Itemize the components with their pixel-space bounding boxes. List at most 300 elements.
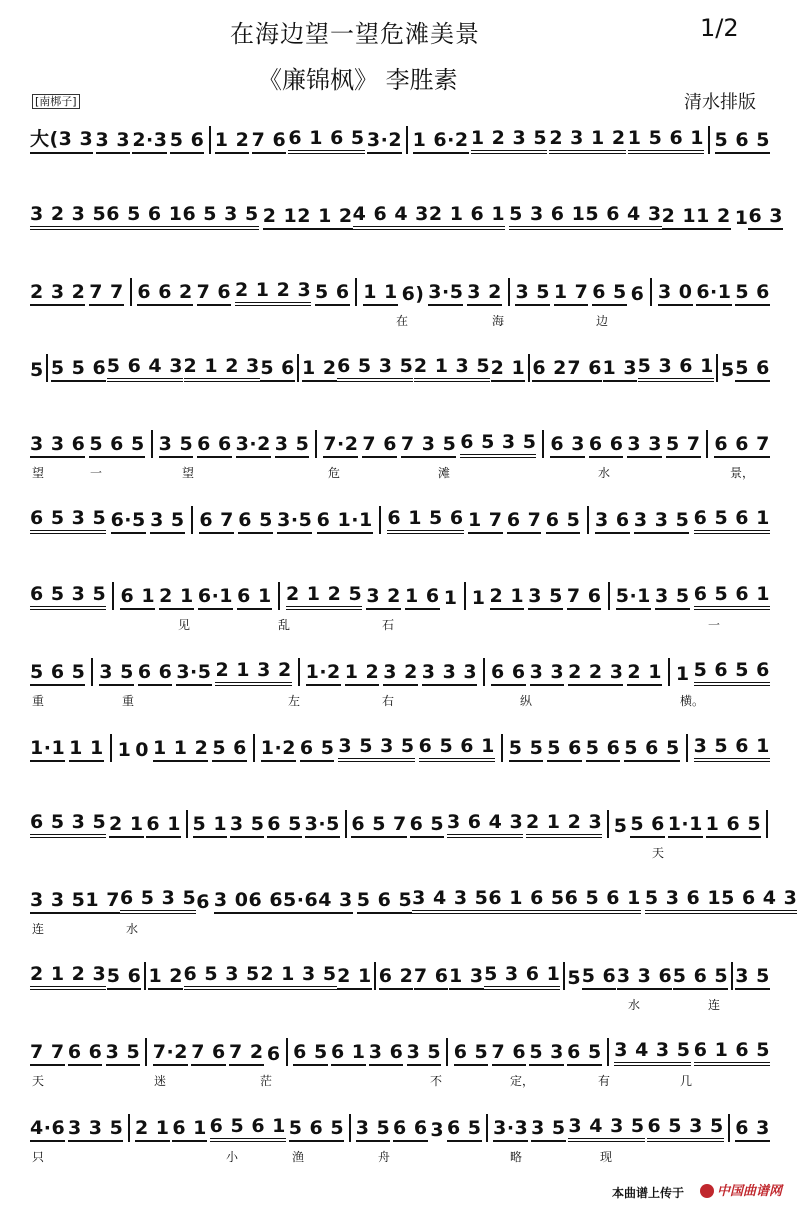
score-row [30,348,770,418]
bar-line [668,658,670,686]
note-group: 3 3 [627,433,662,458]
note-group: 3 5 [99,661,134,686]
note-group: 7 7 [30,1041,65,1066]
note-group: 7 6 [492,1041,527,1066]
note-group: 2 1 3 5 [414,355,490,382]
bar-line [298,658,300,686]
note-group: 6 5 3 5 [30,507,106,534]
note-group: 6 5 [454,1041,489,1066]
bar-line [46,354,48,382]
upload-note: 本曲谱上传于 [612,1186,685,1200]
note-group: 3 5 [531,1117,566,1142]
note-group: 5 5 6 [51,357,106,382]
note-group: 3 3 3 [422,661,477,686]
note-group: 6 5 [592,281,627,306]
note-group: 3 5 6 1 [694,735,770,762]
lyric-char: 右 [382,694,395,708]
note-group: 3 2 [383,661,418,686]
note-group: 7 3 5 [401,433,456,458]
notes-line [30,576,770,610]
note-group: 2 1 [490,585,525,610]
note-group: 5 [613,815,628,837]
note-group: 6 5 6 1 [694,583,770,610]
note-group: 1 6·2 [413,129,469,154]
note-group: 6 5 [238,509,273,534]
notes-line [30,272,770,306]
note-group: 1 7 [468,509,503,534]
note-group: 4 3 [318,889,353,914]
logo-text: 中国曲谱网 [717,1184,783,1199]
note-group: 6 6 7 [714,433,769,458]
note-group: 6 5 [300,737,335,762]
note-group: 3 [430,1119,445,1141]
lyric-char: 小 [226,1150,239,1164]
bar-line [706,430,708,458]
bar-line [209,126,211,154]
note-group: 6 6 [197,433,232,458]
note-group: 6 5 3 5 [647,1115,723,1142]
song-title: 在海边望一望危滩美景 [230,20,480,48]
notes-line [30,120,770,154]
note-group: 6 5 3 5 [120,887,196,914]
note-group: 6 3 [748,205,783,230]
lyrics-line [30,160,770,178]
note-group: 6·5 [111,509,146,534]
note-group: 7·2 [153,1041,188,1066]
bar-line [607,1038,609,1066]
note-group: 2 1 [135,1117,170,1142]
note-group: 1 3 [449,965,484,990]
typeset-credit: 清水排版 [684,92,756,113]
note-group: 6 6 [393,1117,428,1142]
note-group: 1 2 [148,965,183,990]
lyric-char: 重 [32,694,45,708]
note-group: 2 3 2 [30,281,85,306]
lyric-char: 左 [288,694,301,708]
lyric-char: 石 [382,618,395,632]
bar-line [446,1038,448,1066]
note-group: 5 6 [170,129,205,154]
lyrics-line [30,236,770,254]
score-row [30,500,770,570]
bar-line [528,354,530,382]
lyric-char: 略 [510,1150,523,1164]
note-group: 6·1 [696,281,731,306]
lyrics-line [30,768,770,786]
lyric-char: 现 [600,1150,613,1164]
lyric-char: 天 [32,1074,45,1088]
lyric-char: 纵 [520,694,533,708]
note-group: 4 6 4 3 [353,203,429,230]
notes-line [30,652,770,686]
note-group: 1 [675,663,690,685]
note-group: 5 [30,359,44,381]
lyrics-line [30,920,770,938]
lyric-char: 望 [182,466,195,480]
note-group: 5 6 5 [289,1117,344,1142]
note-group: 6 6 [491,661,526,686]
note-group: 7 7 [89,281,124,306]
note-group: 6 [266,1043,281,1065]
note-group: 6 6 [589,433,624,458]
note-group: 7 2 [229,1041,264,1066]
note-group: 1·1 [668,813,703,838]
bar-line [253,734,255,762]
note-group: 3·5 [277,509,312,534]
note-group: 6 5 3 5 [184,963,260,990]
note-group: 3 5 [655,585,690,610]
lyrics-line [30,464,770,482]
lyric-char: 迷 [154,1074,167,1088]
lyric-char: 连 [708,998,721,1012]
lyric-char: 水 [126,922,139,936]
note-group: 1 3 [603,357,638,382]
note-group: 3 0 [658,281,693,306]
note-group: 5 6 5 [715,129,770,154]
note-group: 2 1 2 3 [184,355,260,382]
lyric-char: 水 [598,466,611,480]
bar-line [406,126,408,154]
lyrics-line [30,388,770,406]
note-group: 5 6 4 3 [107,355,183,382]
note-group: 7 6 [567,585,602,610]
notes-line [30,500,770,534]
note-group: 3·5 [428,281,463,306]
note-group: 5 [720,359,735,381]
note-group: 3 3 [530,661,565,686]
note-group: 6 3 [735,1117,770,1142]
note-group: 7 6 [567,357,602,382]
bar-line [766,810,768,838]
note-group: 0 [135,739,150,761]
lyric-char: 滩 [438,466,451,480]
tune-tag: [南梆子] [32,94,80,109]
bar-line [110,734,112,762]
note-group: 2 1 [662,205,697,230]
note-group: 2 1 [109,813,144,838]
note-group: 1 1 2 [153,737,208,762]
note-group: 4·6 [30,1117,65,1142]
bar-line [379,506,381,534]
notes-line [30,880,798,914]
note-group: 5 5 [509,737,544,762]
score-row [30,120,770,190]
note-group: 5 3 6 1 [509,203,585,230]
bar-line [112,582,114,610]
lyric-char: 几 [680,1074,693,1088]
bar-line [508,278,510,306]
lyrics-line [30,844,770,862]
notes-line [30,196,784,230]
bar-line [355,278,357,306]
lyrics-line [30,616,770,634]
note-group: 1·2 [306,661,341,686]
note-group: 2 1 2 5 [286,583,362,610]
note-group: 6 6 [138,661,173,686]
note-group: 6 [630,283,645,305]
note-group: 5 3 [529,1041,564,1066]
note-group: 5 6 5 [30,661,85,686]
note-group: 5 6 4 3 [585,203,661,230]
note-group: 6 1 [331,1041,366,1066]
bar-line [315,430,317,458]
lyric-char: 望 [32,466,45,480]
note-group: 2 1 2 3 [526,811,602,838]
note-group: 1 [443,587,458,609]
lyrics-line [30,692,770,710]
note-group: 2 1 [263,205,298,230]
note-group: 1 [734,207,749,229]
note-group: 3 5 [106,1041,141,1066]
note-group: 5 6 [212,737,247,762]
page-number: 1/2 [700,14,739,42]
note-group: 5 6 [735,281,770,306]
note-group: 7 6 [191,1041,226,1066]
note-group: 3 3 5 [30,889,85,914]
note-group: 6 1 [146,813,181,838]
note-group: 6 [196,891,210,913]
note-group: 2 1 2 3 [30,963,106,990]
note-group: 5 [567,967,582,989]
note-group: 1·2 [261,737,296,762]
note-group: 1 6 [405,585,440,610]
note-group: 2 1 [159,585,194,610]
note-group: 6 5 3 5 [337,355,413,382]
bar-line [464,582,466,610]
score-row [30,576,770,646]
lyric-char: 危 [328,466,341,480]
lyric-char: 茫 [260,1074,273,1088]
note-group: 7 6 [252,129,287,154]
note-group: 3 5 [159,433,194,458]
bar-line [708,126,710,154]
note-group: 5 6 5 [89,433,144,458]
note-group: 5 6 5 6 [694,659,770,686]
note-group: 6 7 [199,509,234,534]
note-group: 5 1 [193,813,228,838]
note-group: 3 3 6 [30,433,85,458]
note-group: 5 6 [260,357,295,382]
bar-line [191,506,193,534]
lyrics-line [30,1148,770,1166]
note-group: 6 1 5 6 [387,507,463,534]
note-group: 5 3 6 1 [484,963,560,990]
bar-line [686,734,688,762]
note-group: 1 2 [696,205,731,230]
bar-line [483,658,485,686]
lyric-char: 边 [596,314,609,328]
note-group: 2 1 6 1 [429,203,505,230]
note-group: 5 6 [315,281,350,306]
note-group: 1 2 3 5 [471,127,547,154]
bar-line [607,810,609,838]
note-group: 2 3 1 2 [549,127,625,154]
score-row [30,272,770,342]
notes-line [30,804,770,838]
note-group: 3 2 3 5 [30,203,106,230]
note-group: 3 4 3 5 [568,1115,644,1142]
bar-line [501,734,503,762]
note-group: 2 1 2 [297,205,352,230]
note-group: 6 5 7 [351,813,406,838]
bar-line [130,278,132,306]
note-group: 2·3 [132,129,167,154]
bar-line [650,278,652,306]
note-group: 3 5 [150,509,185,534]
lyric-char: 乱 [278,618,291,632]
note-group: 1 2 [345,661,380,686]
bar-line [374,962,376,990]
note-group: 7·2 [323,433,358,458]
note-group: 6) [401,283,425,305]
note-group: 3·5 [305,813,340,838]
notes-line [30,1108,770,1142]
lyric-char: 只 [32,1150,45,1164]
note-group: 6 5 [293,1041,328,1066]
note-group: 6 5 [410,813,445,838]
bar-line [145,1038,147,1066]
note-group: 3 5 [515,281,550,306]
note-group: 6 5 6 1 [419,735,495,762]
note-group: 6 6 [68,1041,103,1066]
note-group: 5 6 5 [624,737,679,762]
note-group: 3 5 [407,1041,442,1066]
subtitle: 《廉锦枫》 李胜素 [258,66,458,94]
note-group: 6 7 [507,509,542,534]
note-group: 6 5 3 5 [460,431,536,458]
note-group: 2 1 [627,661,662,686]
note-group: 6 1 6 5 [288,127,364,154]
note-group: 6 1·1 [317,509,373,534]
lyric-char: 一 [90,466,103,480]
bar-line [144,962,146,990]
note-group: 3·3 [493,1117,528,1142]
note-group: 3 4 3 5 [614,1039,690,1066]
note-group: 6 1 [120,585,155,610]
note-group: 5 6 4 3 [721,887,797,914]
note-group: 2 1 2 3 [235,279,311,306]
note-group: 3 4 3 5 [412,887,488,914]
note-group: 3 2 [467,281,502,306]
note-group: 1 6 5 [706,813,761,838]
note-group: 3 0 [214,889,249,914]
site-logo [700,1180,796,1200]
note-group: 5 7 [666,433,701,458]
bar-line [587,506,589,534]
note-group: 6·1 [198,585,233,610]
note-group: 7 6 [414,965,449,990]
lyric-char: 海 [492,314,505,328]
score-row [30,1108,770,1178]
note-group: 3 6 4 3 [447,811,523,838]
bar-line [716,354,718,382]
note-group: 3·5 [176,661,211,686]
score-row [30,956,770,1026]
note-group: 6 1 6 5 [694,1039,770,1066]
note-group: 6 2 [532,357,567,382]
note-group: 3 5 [275,433,310,458]
notes-line [30,348,770,382]
note-group: 5 6 [586,737,621,762]
note-group: 6 5 [267,813,302,838]
lyrics-line [30,1072,770,1090]
note-group: 6 5 6 1 [106,203,182,230]
note-group: 6 1 6 5 [488,887,564,914]
score-row [30,1032,770,1102]
note-group: 2 1 [491,357,526,382]
bar-line [278,582,280,610]
bar-line [186,810,188,838]
lyric-char: 一 [708,618,721,632]
note-group: 1 [117,739,132,761]
lyric-char: 见 [178,618,191,632]
lyric-char: 景， [730,466,755,480]
note-group: 3 2 [366,585,401,610]
note-group: 3 6 [369,1041,404,1066]
note-group: 6 5 [546,509,581,534]
note-group: 3 3 5 [634,509,689,534]
score-row [30,804,770,874]
note-group: 6 5 6 1 [565,887,641,914]
note-group: 1 5 6 1 [628,127,704,154]
note-group: 1 1 [363,281,398,306]
note-group: 1 7 [554,281,589,306]
note-group: 3 5 [735,965,770,990]
note-group: 3·2 [367,129,402,154]
bar-line [349,1114,351,1142]
note-group: 6 6 [248,889,283,914]
note-group: 2 1 3 2 [215,659,291,686]
note-group: 1·1 [30,737,65,762]
note-group: 5 6 5 [357,889,412,914]
note-group: 6 1 [172,1117,207,1142]
lyrics-line [30,312,770,330]
note-group: 5 6 [547,737,582,762]
note-group: 3·2 [236,433,271,458]
note-group: 5 6 [582,965,617,990]
note-group: 5 6 5 [673,965,728,990]
logo-icon [700,1184,714,1198]
note-group: 3 6 [595,509,630,534]
notes-line [30,956,770,990]
note-group: 1 1 [69,737,104,762]
note-group: 3 5 [356,1117,391,1142]
bar-line [297,354,299,382]
score-row [30,196,784,266]
bar-line [128,1114,130,1142]
note-group: 6 6 2 [137,281,192,306]
lyric-char: 横。 [680,694,705,708]
score-row [30,728,770,798]
note-group: 6 5 3 5 [30,811,106,838]
lyrics-line [30,540,770,558]
note-group: 6 5 [567,1041,602,1066]
note-group: 6 5 3 5 [30,583,106,610]
notes-line [30,728,770,762]
note-group: 5 3 6 1 [638,355,714,382]
note-group: 3 5 [528,585,563,610]
score-row [30,880,798,950]
note-group: 1 [471,587,486,609]
note-group: 7 6 [197,281,232,306]
bar-line [286,1038,288,1066]
note-group: 6 2 [379,965,414,990]
score-row [30,652,770,722]
notes-line [30,1032,770,1066]
note-group: 大(3 3 [30,124,93,154]
note-group: 1 7 [85,889,120,914]
bar-line [731,962,733,990]
